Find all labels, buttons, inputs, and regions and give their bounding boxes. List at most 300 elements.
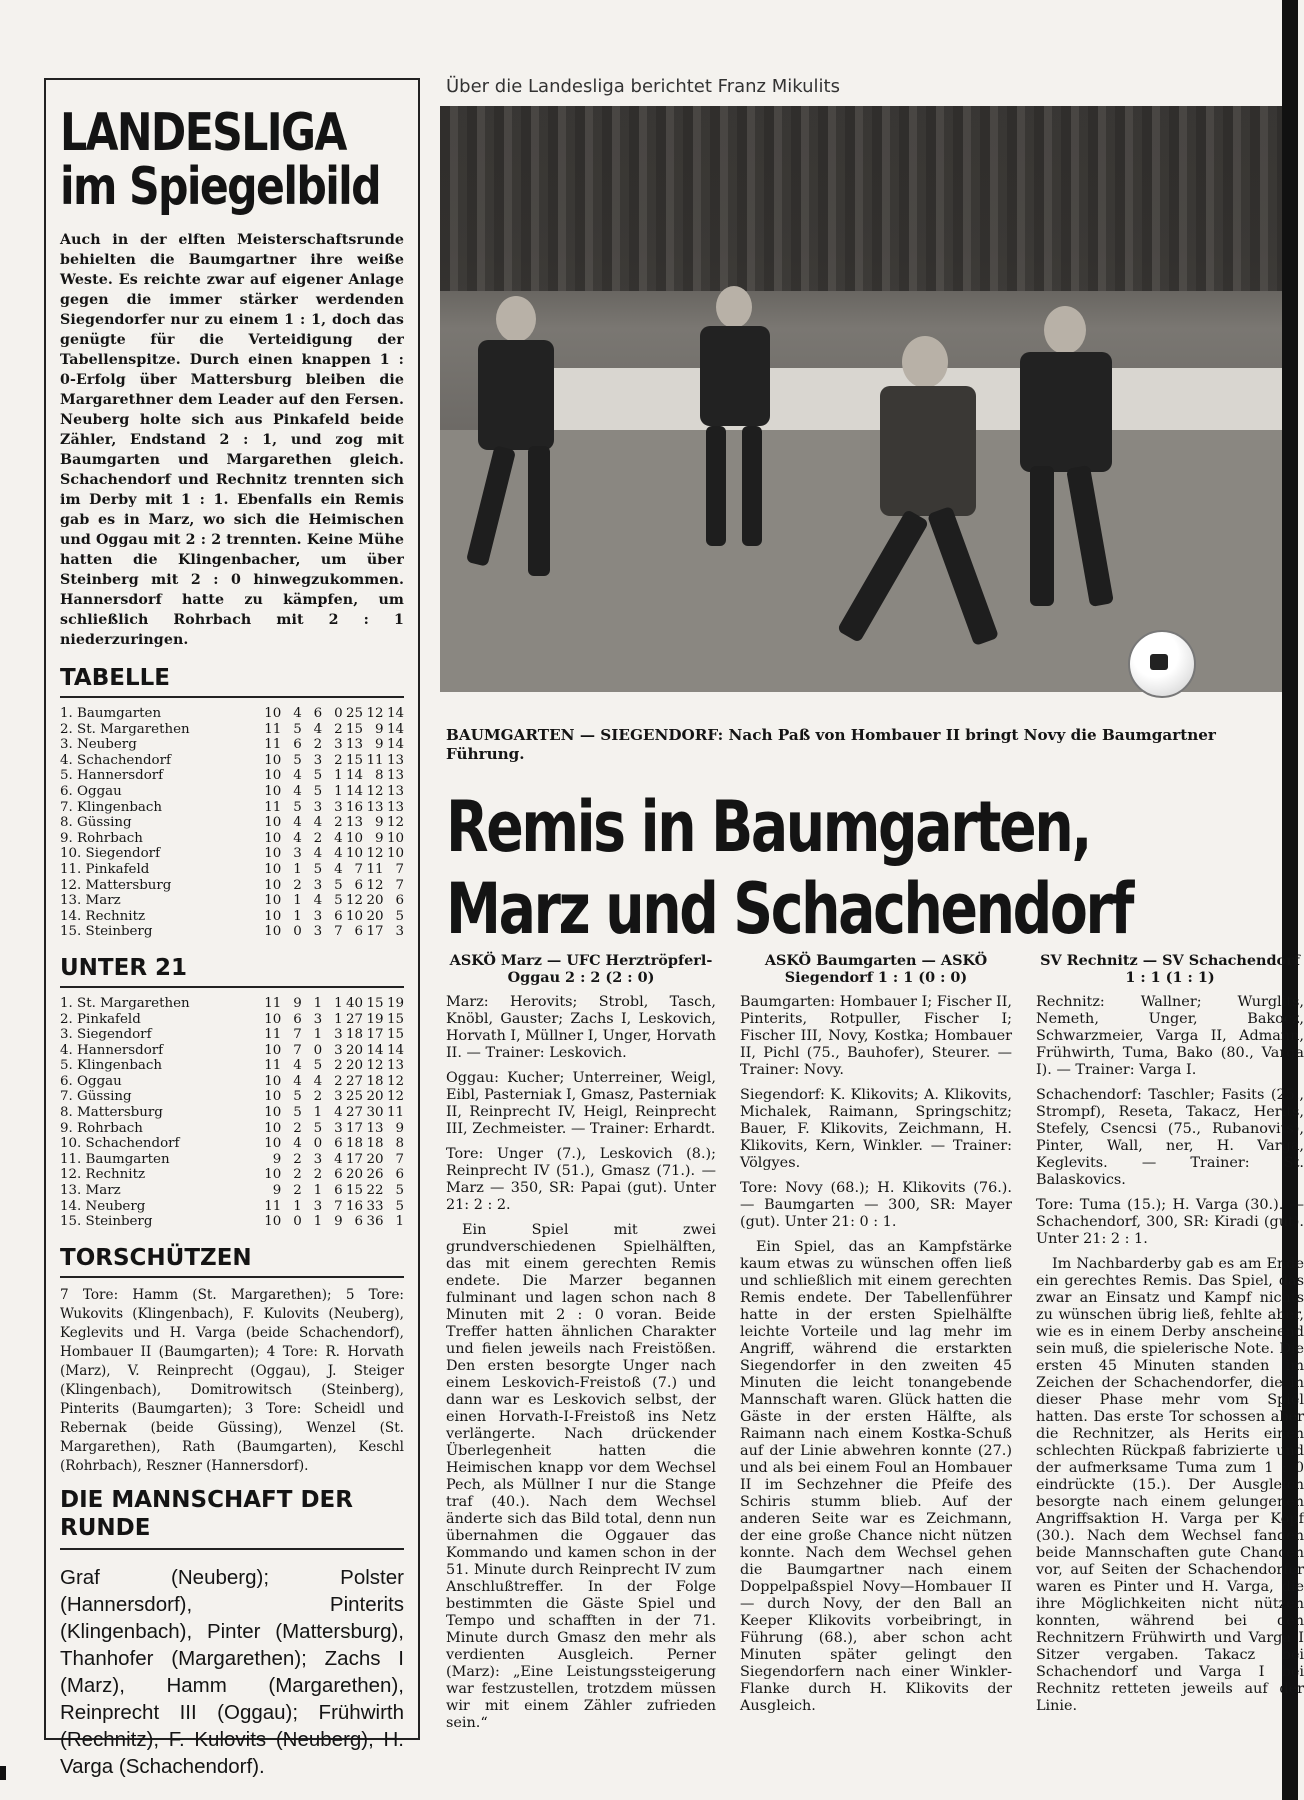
stat-cell: 6: [313, 706, 323, 721]
table-row: [60, 878, 404, 894]
stat-cell: 4: [334, 830, 343, 846]
stat-cell: 2: [313, 1089, 323, 1105]
stat-cell: 12: [366, 1058, 384, 1074]
stat-cell: 1: [334, 995, 343, 1011]
match-head-marz: ASKÖ Marz — UFC Herztröpferl-Oggau 2 : 2 (2 : 0): [449, 952, 713, 986]
table-row: [60, 909, 404, 925]
stat-cell: 4: [293, 815, 302, 831]
table-row: [60, 846, 404, 862]
report-baumgarten: Ein Spiel, das an Kampfstärke kaum etwas zu wünschen offen ließ und schließlich mit einem gerechten Remis endete. Der Tabellenführer hatte in der ersten Spielhälfte leichte Vorteile und lag mehr im Angriff, während die erstarkten Siegendorfer in den zweiten 45 Minuten die leicht tonangebende Mannschaft waren. Glück hatten die Gäste in der ersten Hälfte, als Raimann nach einem Kostka-Schuß auf der Linie abwehren konnte (27.) und als bei einem Foul an Hombauer II im Sechzehner die Pfeife des Schiris stumm blieb. Auf der anderen Seite war es Zeichmann, der eine große Chance nicht nützen konnte. Nach dem Wechsel gehen die Baumgartner nach einem Doppelpaßspiel Novy—Hombauer II — durch Novy, der den Ball an Keeper Klikovits vorbeibringt, in Führung (68.), aber schon acht Minuten später gelingt den Siegendorfern nach einer Winkler-Flanke durch H. Klikovits der Ausgleich.: [740, 1239, 1012, 1714]
stat-cell: 22: [366, 1183, 384, 1199]
stat-cell: 20: [366, 908, 384, 924]
stat-cell: 5: [293, 1089, 302, 1105]
stat-cell: 25: [346, 706, 364, 721]
stat-cell: 3: [313, 1198, 323, 1214]
stat-cell: 4: [293, 1136, 302, 1152]
stat-cell: 3: [313, 877, 323, 893]
stat-cell: 2: [334, 1073, 343, 1089]
table-row: [60, 800, 404, 816]
team-cell: 1. St. Margarethen: [60, 995, 190, 1011]
table-row: [60, 784, 404, 800]
stat-cell: 14: [366, 1042, 384, 1058]
stat-cell: 7: [395, 1151, 404, 1167]
table-row: [60, 893, 404, 909]
table-row: [60, 1058, 404, 1074]
stat-cell: 10: [346, 846, 364, 862]
stat-cell: 10: [264, 1073, 282, 1089]
stat-cell: 13: [366, 799, 384, 815]
stat-cell: 1: [334, 1011, 343, 1027]
table-row: [60, 1183, 404, 1199]
stat-cell: 10: [264, 1214, 282, 1230]
sidebar-box: [44, 78, 420, 1778]
team-cell: 3. Neuberg: [60, 737, 137, 753]
lineup-rechnitz: Rechnitz: Wallner; Wurglits, Nemeth, Unger, Bakocz, Schwarzmeier, Varga II, Admann, Frühwirth, Tuma, Bako (80., Varga I). — Trainer: Varga I.: [1036, 994, 1304, 1078]
stat-cell: 20: [366, 1089, 384, 1105]
stat-cell: 1: [293, 908, 302, 924]
stat-cell: 4: [334, 1105, 343, 1121]
team-cell: 11. Pinkafeld: [60, 861, 150, 877]
mannschaft-title: DIE MANNSCHAFT DER RUNDE: [60, 1486, 404, 1550]
stat-cell: 2: [293, 1151, 302, 1167]
stat-cell: 8: [374, 768, 384, 784]
stat-cell: 1: [313, 1027, 323, 1043]
stat-cell: 6: [334, 908, 343, 924]
stat-cell: 9: [374, 721, 384, 737]
stat-cell: 10: [386, 830, 404, 846]
stat-cell: 14: [346, 768, 364, 784]
stat-cell: 19: [386, 995, 404, 1011]
stat-cell: 4: [293, 768, 302, 784]
match-photo: [440, 106, 1282, 692]
stat-cell: 6: [354, 877, 364, 893]
stat-cell: 7: [334, 924, 343, 940]
goals-baumgarten: Tore: Novy (68.); H. Klikovits (76.). — Baumgarten — 300, SR: Mayer (gut). Unter 21: 0 : 1.: [740, 1180, 1012, 1230]
stat-cell: 15: [346, 1183, 364, 1199]
stat-cell: 1: [313, 1105, 323, 1121]
stat-cell: 12: [346, 893, 364, 909]
team-cell: 5. Klingenbach: [60, 1058, 163, 1074]
stat-cell: 5: [313, 783, 323, 799]
stat-cell: 4: [313, 815, 323, 831]
stat-cell: 3: [313, 1011, 323, 1027]
stat-cell: 4: [313, 721, 323, 737]
stat-cell: 20: [346, 1167, 364, 1183]
stat-cell: 9: [374, 737, 384, 753]
stat-cell: 9: [272, 1151, 282, 1167]
stat-cell: 3: [313, 799, 323, 815]
table-row: [60, 831, 404, 847]
column-rechnitz-schachendorf: [1036, 952, 1304, 1752]
table-row: [60, 815, 404, 831]
team-cell: 8. Güssing: [60, 815, 132, 831]
table-row: [60, 753, 404, 769]
report-rechnitz: Im Nachbarderby gab es am Ende ein gerechtes Remis. Das Spiel, das zwar an Einsatz und Kampf nichts zu wünschen übrig ließ, fehlte aber, wie es in einem Derby anscheinend sein muß, die spielerische Note. Die ersten 45 Minuten standen im Zeichen der Schachendorfer, die in dieser Phase mehr vom Spiel hatten. Das erste Tor schossen aber die Rechnitzer, als Herits einen schlechten Rückpaß fabrizierte und der aufmerksame Tuma zum 1 : 0 eindrückte (15.). Der Ausgleich besorgte nach einem gelungenen Angriffsaktion H. Varga per Kopf (30.). Nach dem Wechsel fanden beide Mannschaften gute Chancen vor, auf Seiten der Schachendorfer waren es Pinter und H. Varga, die ihre Möglichkeiten nicht nützen konnten, während bei den Rechnitzern Frühwirth und Varga I Sitzer vergaben. Takacz bei Schachendorf und Varga I bei Rechnitz retteten jeweils auf der Linie.: [1036, 1256, 1304, 1714]
stat-cell: 6: [354, 924, 364, 940]
stat-cell: 12: [386, 1089, 404, 1105]
stat-cell: 10: [264, 893, 282, 909]
table-row: [60, 1152, 404, 1168]
table-row: [60, 1027, 404, 1043]
sidebar-intro: Auch in der elften Meisterschaftsrunde behielten die Baumgartner ihre weiße Weste. Es reichte zwar auf eigener Anlage gegen die immer stärker werdenden Siegendorfer nur zu einem 1 : 1, doch das genügte für die Verteidigung der Tabellenspitze. Durch einen knappen 1 : 0-Erfolg über Mattersburg bleiben die Margarethner dem Leader auf den Fersen. Neuberg holte sich aus Pinkafeld beide Zähler, Endstand 2 : 1, und zog mit Baumgarten und Margarethen gleich. Schachendorf und Rechnitz trennten sich im Derby mit 1 : 1. Ebenfalls ein Remis gab es in Marz, wo sich die Heimischen und Oggau mit 2 : 2 trennten. Keine Mühe hatten die Klingenbacher, um über Steinberg mit 2 : 0 hinwegzukommen. Hannersdorf hatte zu kämpfen, um schließlich Rohrbach mit 2 : 1 niederzuringen.: [60, 232, 404, 648]
stat-cell: 3: [313, 908, 323, 924]
stat-cell: 3: [334, 1120, 343, 1136]
stat-cell: 13: [366, 1120, 384, 1136]
stat-cell: 6: [334, 1167, 343, 1183]
stat-cell: 4: [334, 861, 343, 877]
stat-cell: 19: [366, 1011, 384, 1027]
stat-cell: 10: [346, 908, 364, 924]
lineup-schachendorf: Schachendorf: Taschler; Fasits (25., Strompf), Reseta, Takacz, Herits, Stefely, Csencsi (75., Rubanovits), Pinter, Wall, ner, H. Varga, Keglevits. — Trainer: St. Balaskovics.: [1036, 1087, 1304, 1188]
stat-cell: 1: [293, 1198, 302, 1214]
team-cell: 7. Klingenbach: [60, 799, 163, 815]
stat-cell: 12: [366, 783, 384, 799]
stat-cell: 10: [264, 861, 282, 877]
table-row: [60, 722, 404, 738]
stat-cell: 1: [293, 861, 302, 877]
torschuetzen-title: TORSCHÜTZEN: [60, 1244, 404, 1278]
table-row: [60, 996, 404, 1012]
stat-cell: 2: [313, 1167, 323, 1183]
team-cell: 6. Oggau: [60, 783, 122, 799]
stat-cell: 20: [346, 1042, 364, 1058]
column-baumgarten-siegendorf: [740, 952, 1012, 1723]
stat-cell: 15: [386, 1027, 404, 1043]
stat-cell: 4: [293, 830, 302, 846]
team-cell: 10. Schachendorf: [60, 1136, 180, 1152]
stat-cell: 20: [346, 1058, 364, 1074]
table-row: [60, 1089, 404, 1105]
stat-cell: 6: [293, 1011, 302, 1027]
stat-cell: 9: [395, 1120, 404, 1136]
mannschaft-text: Graf (Neuberg); Polster (Hannersdorf), Pinterits (Klingenbach), Pinter (Mattersburg), Thanhofer (Margarethen); Zachs I (Marz), Hamm (Margarethen), Reinprecht III (Oggau); Frühwirth (Rechnitz), F. Kulovits (Neuberg), H. Varga (Schachendorf).: [60, 1565, 404, 1778]
stat-cell: 6: [395, 893, 404, 909]
stat-cell: 11: [366, 861, 384, 877]
team-cell: 9. Rohrbach: [60, 830, 143, 846]
stat-cell: 9: [293, 995, 302, 1011]
player-defender: [1000, 306, 1130, 626]
stat-cell: 5: [313, 768, 323, 784]
stat-cell: 9: [334, 1214, 343, 1230]
stat-cell: 5: [334, 877, 343, 893]
team-cell: 5. Hannersdorf: [60, 768, 164, 784]
team-cell: 15. Steinberg: [60, 924, 153, 940]
unter21-title: UNTER 21: [60, 954, 404, 988]
stat-cell: 6: [334, 1183, 343, 1199]
stat-cell: 10: [264, 1042, 282, 1058]
stat-cell: 27: [346, 1073, 364, 1089]
stat-cell: 6: [354, 1214, 364, 1230]
lineup-marz: Marz: Herovits; Strobl, Tasch, Knöbl, Gauster; Zachs I, Leskovich, Horvath I, Müllner I, Unger, Horvath II. — Trainer: Leskovich.: [446, 994, 716, 1061]
stat-cell: 11: [264, 995, 282, 1011]
stat-cell: 18: [366, 1136, 384, 1152]
lineup-oggau: Oggau: Kucher; Unterreiner, Weigl, Eibl, Pasterniak I, Gmasz, Pasterniak II, Reinprecht IV, Heigl, Reinprecht III, Zechmeister. — Trainer: Erhardt.: [446, 1070, 717, 1137]
stat-cell: 3: [313, 752, 323, 768]
stat-cell: 4: [293, 1058, 302, 1074]
stat-cell: 14: [386, 721, 404, 737]
crowd: [440, 106, 1282, 291]
stat-cell: 10: [264, 846, 282, 862]
report-marz: Ein Spiel mit zwei grundverschiedenen Spielhälften, das mit einem gerechten Remis endete. Die Marzer begannen fulminant und lagen schon nach 8 Minuten mit 2 : 0 voran. Beide Treffer hatten ähnlichen Charakter und fielen jeweils nach Freistößen. Den ersten besorgte Unger nach einem Leskovich-Freistoß (7.) und dann war es Leskovich selbst, der einen Horvath-I-Freistoß ins Netz verlängerte. Nach drückender Überlegenheit hatten die Heimischen knapp vor dem Wechsel Pech, als Müllner I nur die Stange traf (40.). Nach dem Wechsel änderte sich das Bild total, denn nun übernahmen die Oggauer das Kommando und kamen schon in der 51. Minute durch Reinprecht IV zum Anschlußtreffer. In der Folge bestimmten die Gäste Spiel und Tempo und schafften in der 71. Minute durch Gmasz den mehr als verdienten Ausgleich. Perner (Marz): „Eine Leistungssteigerung war festzustellen, trotzdem müssen wir mit einem Zähler zufrieden sein.“: [446, 1222, 716, 1731]
stat-cell: 10: [264, 830, 282, 846]
stat-cell: 9: [374, 830, 384, 846]
table-row: [60, 1214, 404, 1230]
stat-cell: 4: [334, 846, 343, 862]
team-cell: 4. Schachendorf: [60, 752, 171, 768]
stat-cell: 2: [293, 877, 302, 893]
stat-cell: 5: [293, 721, 302, 737]
stat-cell: 3: [334, 1027, 343, 1043]
team-cell: 13. Marz: [60, 1183, 121, 1199]
stat-cell: 7: [334, 1198, 343, 1214]
stat-cell: 2: [293, 1183, 302, 1199]
stat-cell: 13: [346, 815, 364, 831]
stat-cell: 10: [264, 908, 282, 924]
stat-cell: 10: [386, 846, 404, 862]
stat-cell: 12: [386, 1073, 404, 1089]
byline: Über die Landesliga berichtet Franz Mikulits: [446, 76, 840, 97]
stat-cell: 3: [313, 924, 323, 940]
unter21-table: [60, 996, 404, 1230]
headline-line-1: LANDESLIGA: [60, 103, 346, 163]
stat-cell: 12: [366, 846, 384, 862]
stat-cell: 3: [293, 846, 302, 862]
stat-cell: 3: [313, 1151, 323, 1167]
stat-cell: 0: [313, 1136, 323, 1152]
stat-cell: 15: [346, 752, 364, 768]
stat-cell: 2: [313, 830, 323, 846]
stat-cell: 33: [366, 1198, 384, 1214]
football: [1128, 630, 1196, 698]
team-cell: 6. Oggau: [60, 1073, 122, 1089]
team-cell: 9. Rohrbach: [60, 1120, 143, 1136]
goals-marz: Tore: Unger (7.), Leskovich (8.); Reinprecht IV (51.), Gmasz (71.). — Marz — 350, SR: Papai (gut). Unter 21: 2 : 2.: [446, 1146, 716, 1213]
stat-cell: 11: [366, 752, 384, 768]
stat-cell: 1: [313, 995, 323, 1011]
team-cell: 1. Baumgarten: [60, 706, 162, 721]
stat-cell: 11: [264, 1027, 282, 1043]
team-cell: 12. Rechnitz: [60, 1167, 146, 1183]
stat-cell: 11: [264, 721, 282, 737]
stat-cell: 4: [293, 1073, 302, 1089]
stat-cell: 20: [366, 893, 384, 909]
table-row: [60, 737, 404, 753]
stat-cell: 12: [366, 706, 384, 721]
photo-caption: BAUMGARTEN — SIEGENDORF: Nach Paß von Hombauer II bringt Novy die Baumgartner Führung.: [446, 726, 1216, 763]
team-cell: 3. Siegendorf: [60, 1027, 152, 1043]
stat-cell: 13: [386, 799, 404, 815]
team-cell: 11. Baumgarten: [60, 1151, 170, 1167]
stat-cell: 10: [346, 830, 364, 846]
team-cell: 8. Mattersburg: [60, 1105, 163, 1121]
stat-cell: 5: [395, 1183, 404, 1199]
stat-cell: 18: [346, 1136, 364, 1152]
stat-cell: 13: [386, 1058, 404, 1074]
stat-cell: 3: [334, 1089, 343, 1105]
stat-cell: 10: [264, 783, 282, 799]
stat-cell: 4: [313, 893, 323, 909]
title-line-1: Remis in Baumgarten,: [446, 786, 1090, 868]
stat-cell: 14: [386, 737, 404, 753]
stat-cell: 27: [346, 1011, 364, 1027]
stat-cell: 10: [264, 1105, 282, 1121]
stat-cell: 2: [334, 1058, 343, 1074]
stat-cell: 14: [346, 783, 364, 799]
stat-cell: 10: [264, 1011, 282, 1027]
stat-cell: 16: [346, 799, 364, 815]
stat-cell: 13: [346, 737, 364, 753]
stat-cell: 1: [334, 768, 343, 784]
table-row: [60, 706, 404, 722]
stat-cell: 5: [334, 893, 343, 909]
stat-cell: 2: [334, 815, 343, 831]
stat-cell: 1: [293, 893, 302, 909]
referee: [690, 286, 780, 556]
team-cell: 4. Hannersdorf: [60, 1042, 164, 1058]
stat-cell: 1: [334, 783, 343, 799]
stat-cell: 10: [264, 1089, 282, 1105]
stat-cell: 10: [264, 1167, 282, 1183]
stat-cell: 2: [313, 737, 323, 753]
stat-cell: 4: [334, 1151, 343, 1167]
stat-cell: 30: [366, 1105, 384, 1121]
stat-cell: 2: [334, 752, 343, 768]
stat-cell: 9: [272, 1183, 282, 1199]
table-row: [60, 924, 404, 940]
tabelle-title: TABELLE: [60, 664, 404, 698]
stat-cell: 18: [366, 1073, 384, 1089]
stat-cell: 27: [346, 1105, 364, 1121]
stat-cell: 40: [346, 995, 364, 1011]
title-line-2: Marz und Schachendorf: [446, 868, 1133, 950]
torschuetzen-text: 7 Tore: Hamm (St. Margarethen); 5 Tore: Wukovits (Klingenbach), F. Kulovits (Neuberg), Keglevits und H. Varga (beide Schachendorf), Hombauer II (Baumgarten); 4 Tore: R. Horvath (Marz), V. Reinprecht (Oggau), J. Steiger (Klingenbach), Domitrowitsch (Steinberg), Pinterits (Baumgarten); 3 Tore: Scheidl und Rebernak (beide Güssing), Wenzel (St. Margarethen), Rath (Baumgarten), Keschl (Rohrbach), Reszner (Hannersdorf).: [60, 1286, 404, 1474]
stat-cell: 3: [334, 737, 343, 753]
team-cell: 2. Pinkafeld: [60, 1011, 141, 1027]
stat-cell: 10: [264, 752, 282, 768]
stat-cell: 2: [293, 1120, 302, 1136]
sidebar-headline: [60, 103, 404, 217]
stat-cell: 2: [334, 721, 343, 737]
stat-cell: 3: [334, 1042, 343, 1058]
stat-cell: 7: [354, 861, 364, 877]
stat-cell: 10: [264, 815, 282, 831]
stat-cell: 7: [293, 1027, 302, 1043]
stat-cell: 0: [293, 924, 302, 940]
player-striker: [840, 336, 1010, 656]
stat-cell: 3: [334, 799, 343, 815]
team-cell: 15. Steinberg: [60, 1214, 153, 1230]
team-cell: 12. Mattersburg: [60, 877, 172, 893]
lineup-siegendorf: Siegendorf: K. Klikovits; A. Klikovits, Michalek, Raimann, Springschitz; Bauer, F. Klikovits, Zeichmann, H. Klikovits, Kern, Winkler. — Trainer: Völgyes.: [740, 1087, 1012, 1171]
stat-cell: 11: [264, 737, 282, 753]
stat-cell: 7: [293, 1042, 302, 1058]
stat-cell: 2: [293, 1167, 302, 1183]
stat-cell: 5: [313, 861, 323, 877]
stat-cell: 6: [395, 1167, 404, 1183]
stat-cell: 5: [293, 1105, 302, 1121]
team-cell: 13. Marz: [60, 893, 121, 909]
stat-cell: 4: [293, 706, 302, 721]
stat-cell: 4: [313, 846, 323, 862]
stat-cell: 36: [366, 1214, 384, 1230]
stat-cell: 1: [313, 1214, 323, 1230]
table-row: [60, 1043, 404, 1059]
stat-cell: 5: [313, 1120, 323, 1136]
article-title: [446, 786, 1133, 950]
stat-cell: 0: [313, 1042, 323, 1058]
stat-cell: 20: [366, 1151, 384, 1167]
column-marz-oggau: [446, 952, 716, 1740]
headline-line-2: im Spiegelbild: [60, 157, 381, 217]
stat-cell: 4: [313, 1073, 323, 1089]
lineup-baumgarten: Baumgarten: Hombauer I; Fischer II, Pinterits, Rotpuller, Fischer I; Fischer III, Novy, Kostka; Hombauer II, Pichl (75., Bauhofer), Steurer. — Trainer: Novy.: [740, 994, 1012, 1078]
tabelle-table: [60, 706, 404, 940]
table-row: [60, 768, 404, 784]
stat-cell: 8: [395, 1136, 404, 1152]
stat-cell: 1: [395, 1214, 404, 1230]
team-cell: 2. St. Margarethen: [60, 721, 190, 737]
team-cell: 14. Rechnitz: [60, 908, 146, 924]
stat-cell: 15: [346, 721, 364, 737]
stat-cell: 0: [293, 1214, 302, 1230]
stat-cell: 15: [366, 995, 384, 1011]
table-row: [60, 1199, 404, 1215]
stat-cell: 5: [293, 799, 302, 815]
match-head-rechnitz: SV Rechnitz — SV Schachendorf 1 : 1 (1 : 1): [1040, 952, 1300, 986]
stat-cell: 5: [313, 1058, 323, 1074]
player-left: [460, 296, 570, 596]
stat-cell: 5: [395, 1198, 404, 1214]
team-cell: 7. Güssing: [60, 1089, 132, 1105]
stat-cell: 26: [366, 1167, 384, 1183]
stat-cell: 17: [346, 1120, 364, 1136]
stat-cell: 3: [395, 924, 404, 940]
team-cell: 10. Siegendorf: [60, 846, 161, 862]
stat-cell: 14: [386, 1042, 404, 1058]
table-row: [60, 1121, 404, 1137]
table-row: [60, 1136, 404, 1152]
page-mark: [0, 1766, 6, 1780]
table-row: [60, 1105, 404, 1121]
stat-cell: 5: [395, 908, 404, 924]
match-head-baumgarten: ASKÖ Baumgarten — ASKÖ Siegendorf 1 : 1 (0 : 0): [764, 952, 988, 986]
goals-rechnitz: Tore: Tuma (15.); H. Varga (30.). — Schachendorf, 300, SR: Kiradi (gut). Unter 21: 2 : 1.: [1036, 1197, 1304, 1247]
stat-cell: 5: [293, 752, 302, 768]
stat-cell: 17: [366, 1027, 384, 1043]
stat-cell: 7: [395, 861, 404, 877]
stat-cell: 12: [386, 815, 404, 831]
stat-cell: 13: [386, 783, 404, 799]
table-row: [60, 1074, 404, 1090]
stat-cell: 18: [346, 1027, 364, 1043]
stat-cell: 15: [386, 1011, 404, 1027]
stat-cell: 17: [346, 1151, 364, 1167]
stat-cell: 10: [264, 924, 282, 940]
stat-cell: 10: [264, 1136, 282, 1152]
stat-cell: 11: [386, 1105, 404, 1121]
stat-cell: 11: [264, 1198, 282, 1214]
team-cell: 14. Neuberg: [60, 1198, 146, 1214]
stat-cell: 10: [264, 768, 282, 784]
stat-cell: 11: [264, 799, 282, 815]
stat-cell: 10: [264, 706, 282, 721]
stat-cell: 6: [334, 1136, 343, 1152]
stat-cell: 1: [313, 1183, 323, 1199]
stat-cell: 0: [334, 706, 343, 721]
stat-cell: 12: [366, 877, 384, 893]
table-row: [60, 1167, 404, 1183]
stat-cell: 14: [386, 706, 404, 721]
